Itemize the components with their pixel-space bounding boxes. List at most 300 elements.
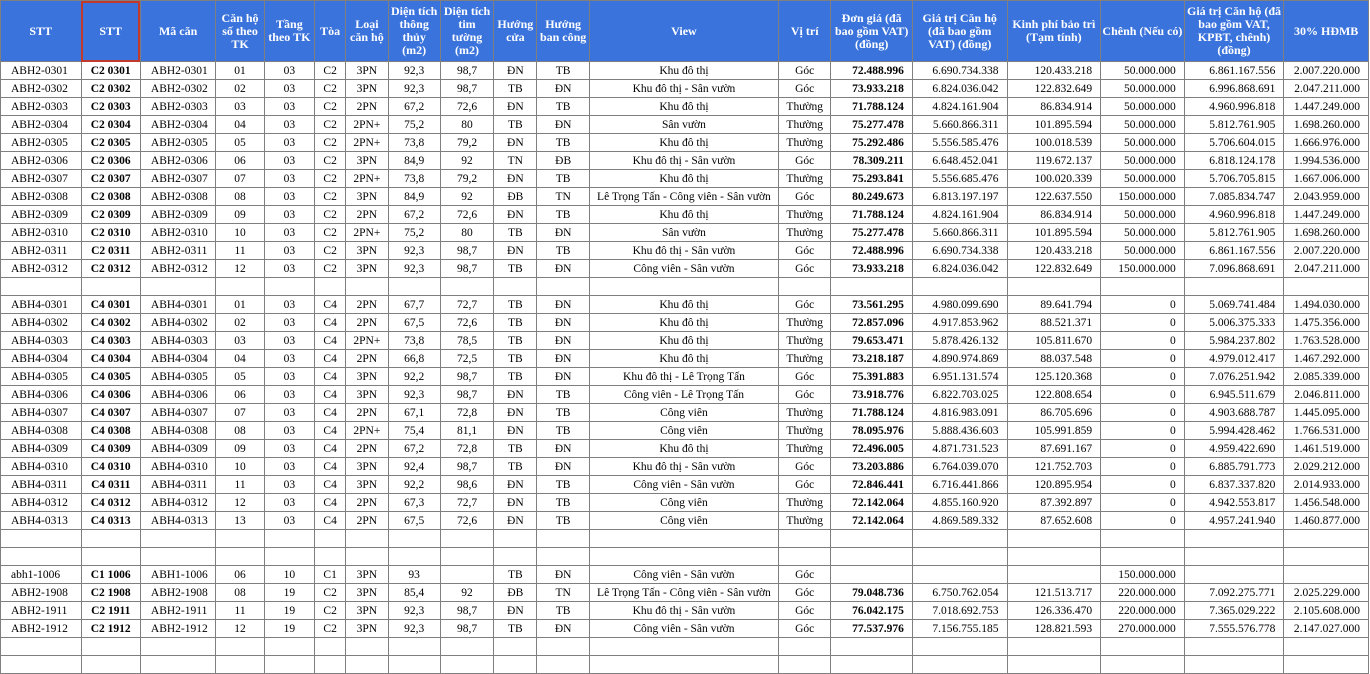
empty-cell[interactable] bbox=[912, 548, 1007, 566]
cell-unit-code[interactable]: ABH2-0307 bbox=[140, 170, 215, 188]
cell-tower[interactable]: C4 bbox=[315, 386, 346, 404]
cell-area-gross[interactable]: 72,8 bbox=[440, 404, 493, 422]
cell-stt-code[interactable]: C2 0306 bbox=[81, 152, 140, 170]
cell-maintenance[interactable]: 88.521.371 bbox=[1007, 314, 1101, 332]
cell-total[interactable]: 6.885.791.773 bbox=[1184, 458, 1284, 476]
header-cell[interactable]: Hướng ban công bbox=[537, 1, 589, 62]
cell-door-dir[interactable]: TB bbox=[494, 620, 537, 638]
cell-type[interactable]: 3PN bbox=[346, 242, 388, 260]
cell-area-net[interactable]: 73,8 bbox=[388, 170, 440, 188]
cell-value[interactable]: 4.869.589.332 bbox=[912, 512, 1007, 530]
cell-door-dir[interactable]: TB bbox=[494, 224, 537, 242]
cell-view[interactable]: Khu đô thị - Sân vườn bbox=[589, 242, 778, 260]
cell-area-net[interactable]: 67,2 bbox=[388, 206, 440, 224]
empty-cell[interactable] bbox=[264, 278, 314, 296]
cell-deposit-30[interactable]: 2.007.220.000 bbox=[1284, 242, 1369, 260]
empty-cell[interactable] bbox=[1007, 530, 1101, 548]
cell-value[interactable]: 6.824.036.042 bbox=[912, 80, 1007, 98]
cell-area-gross[interactable]: 72,7 bbox=[440, 296, 493, 314]
cell-unit-no[interactable]: 03 bbox=[216, 332, 264, 350]
cell-total[interactable]: 4.903.688.787 bbox=[1184, 404, 1284, 422]
cell-floor[interactable]: 03 bbox=[264, 224, 314, 242]
cell-tower[interactable]: C2 bbox=[315, 620, 346, 638]
cell-total[interactable]: 4.957.241.940 bbox=[1184, 512, 1284, 530]
cell-unit-no[interactable]: 11 bbox=[216, 242, 264, 260]
cell-position[interactable]: Góc bbox=[779, 188, 831, 206]
empty-cell[interactable] bbox=[140, 530, 215, 548]
cell-view[interactable]: Công viên bbox=[589, 404, 778, 422]
cell-area-gross[interactable]: 72,6 bbox=[440, 98, 493, 116]
cell-floor[interactable]: 19 bbox=[264, 584, 314, 602]
cell-balcony-dir[interactable]: TB bbox=[537, 206, 589, 224]
empty-cell[interactable] bbox=[1184, 548, 1284, 566]
empty-cell[interactable] bbox=[1284, 656, 1369, 674]
empty-cell[interactable] bbox=[779, 278, 831, 296]
cell-stt[interactable]: ABH2-0309 bbox=[1, 206, 82, 224]
cell-type[interactable]: 3PN bbox=[346, 566, 388, 584]
cell-stt[interactable]: ABH2-0302 bbox=[1, 80, 82, 98]
cell-unit-code[interactable]: ABH1-1006 bbox=[140, 566, 215, 584]
cell-floor[interactable]: 03 bbox=[264, 368, 314, 386]
cell-unit-code[interactable]: ABH2-0304 bbox=[140, 116, 215, 134]
cell-view[interactable]: Công viên bbox=[589, 512, 778, 530]
empty-cell[interactable] bbox=[1101, 530, 1185, 548]
cell-stt[interactable]: ABH4-0306 bbox=[1, 386, 82, 404]
cell-floor[interactable]: 03 bbox=[264, 80, 314, 98]
cell-balcony-dir[interactable]: ĐN bbox=[537, 314, 589, 332]
cell-door-dir[interactable]: ĐB bbox=[494, 584, 537, 602]
cell-type[interactable]: 3PN bbox=[346, 260, 388, 278]
cell-stt-code[interactable]: C4 0301 bbox=[81, 296, 140, 314]
cell-unit-code[interactable]: ABH2-0311 bbox=[140, 242, 215, 260]
cell-unit-no[interactable]: 12 bbox=[216, 494, 264, 512]
cell-maintenance[interactable]: 101.895.594 bbox=[1007, 224, 1101, 242]
cell-area-net[interactable]: 92,2 bbox=[388, 368, 440, 386]
cell-area-gross[interactable]: 98,6 bbox=[440, 476, 493, 494]
empty-cell[interactable] bbox=[140, 656, 215, 674]
cell-unit-price[interactable]: 72.846.441 bbox=[831, 476, 913, 494]
header-cell[interactable]: Giá trị Căn hộ (đã bao gồm VAT, KPBT, chênh) (đồng) bbox=[1184, 1, 1284, 62]
cell-stt[interactable]: ABH4-0307 bbox=[1, 404, 82, 422]
cell-maintenance[interactable]: 86.705.696 bbox=[1007, 404, 1101, 422]
cell-balcony-dir[interactable]: ĐN bbox=[537, 80, 589, 98]
cell-stt-code[interactable]: C2 1908 bbox=[81, 584, 140, 602]
cell-value[interactable]: 6.951.131.574 bbox=[912, 368, 1007, 386]
cell-total[interactable]: 5.006.375.333 bbox=[1184, 314, 1284, 332]
cell-unit-no[interactable]: 01 bbox=[216, 296, 264, 314]
cell-value[interactable] bbox=[912, 566, 1007, 584]
empty-cell[interactable] bbox=[912, 278, 1007, 296]
cell-unit-code[interactable]: ABH2-1911 bbox=[140, 602, 215, 620]
cell-stt-code[interactable]: C4 0309 bbox=[81, 440, 140, 458]
cell-value[interactable]: 6.750.762.054 bbox=[912, 584, 1007, 602]
cell-premium[interactable]: 0 bbox=[1101, 512, 1185, 530]
cell-stt-code[interactable]: C2 0308 bbox=[81, 188, 140, 206]
cell-stt-code[interactable]: C2 1912 bbox=[81, 620, 140, 638]
cell-unit-code[interactable]: ABH4-0309 bbox=[140, 440, 215, 458]
cell-stt[interactable]: ABH2-0303 bbox=[1, 98, 82, 116]
cell-view[interactable]: Khu đô thị bbox=[589, 332, 778, 350]
cell-total[interactable]: 6.861.167.556 bbox=[1184, 242, 1284, 260]
cell-value[interactable]: 5.556.685.476 bbox=[912, 170, 1007, 188]
cell-stt-code[interactable]: C4 0311 bbox=[81, 476, 140, 494]
cell-total[interactable]: 7.365.029.222 bbox=[1184, 602, 1284, 620]
cell-value[interactable]: 5.660.866.311 bbox=[912, 116, 1007, 134]
cell-view[interactable]: Khu đô thị bbox=[589, 350, 778, 368]
cell-unit-code[interactable]: ABH4-0304 bbox=[140, 350, 215, 368]
cell-position[interactable]: Thường bbox=[779, 512, 831, 530]
cell-position[interactable]: Góc bbox=[779, 80, 831, 98]
cell-unit-code[interactable]: ABH4-0303 bbox=[140, 332, 215, 350]
cell-door-dir[interactable]: TB bbox=[494, 296, 537, 314]
cell-deposit-30[interactable]: 1.994.536.000 bbox=[1284, 152, 1369, 170]
empty-cell[interactable] bbox=[779, 530, 831, 548]
cell-premium[interactable]: 0 bbox=[1101, 368, 1185, 386]
cell-floor[interactable]: 03 bbox=[264, 296, 314, 314]
cell-premium[interactable]: 0 bbox=[1101, 476, 1185, 494]
cell-maintenance[interactable]: 105.991.859 bbox=[1007, 422, 1101, 440]
cell-premium[interactable]: 220.000.000 bbox=[1101, 584, 1185, 602]
cell-unit-no[interactable]: 10 bbox=[216, 458, 264, 476]
empty-cell[interactable] bbox=[537, 278, 589, 296]
header-cell[interactable]: Đơn giá (đã bao gồm VAT) (đồng) bbox=[831, 1, 913, 62]
cell-tower[interactable]: C4 bbox=[315, 422, 346, 440]
cell-premium[interactable]: 50.000.000 bbox=[1101, 62, 1185, 80]
empty-cell[interactable] bbox=[494, 548, 537, 566]
cell-value[interactable]: 6.690.734.338 bbox=[912, 62, 1007, 80]
cell-area-gross[interactable]: 80 bbox=[440, 116, 493, 134]
cell-maintenance[interactable]: 122.808.654 bbox=[1007, 386, 1101, 404]
empty-cell[interactable] bbox=[81, 638, 140, 656]
cell-premium[interactable]: 50.000.000 bbox=[1101, 116, 1185, 134]
cell-stt-code[interactable]: C2 0301 bbox=[81, 62, 140, 80]
cell-stt[interactable]: ABH4-0313 bbox=[1, 512, 82, 530]
cell-position[interactable]: Thường bbox=[779, 494, 831, 512]
cell-area-gross[interactable]: 98,7 bbox=[440, 602, 493, 620]
cell-unit-no[interactable]: 08 bbox=[216, 422, 264, 440]
cell-floor[interactable]: 19 bbox=[264, 602, 314, 620]
cell-balcony-dir[interactable]: ĐN bbox=[537, 368, 589, 386]
empty-cell[interactable] bbox=[589, 656, 778, 674]
cell-stt[interactable]: ABH2-0311 bbox=[1, 242, 82, 260]
cell-stt[interactable]: ABH2-0305 bbox=[1, 134, 82, 152]
cell-floor[interactable]: 03 bbox=[264, 494, 314, 512]
cell-stt-code[interactable]: C1 1006 bbox=[81, 566, 140, 584]
cell-door-dir[interactable]: ĐN bbox=[494, 422, 537, 440]
cell-total[interactable]: 5.984.237.802 bbox=[1184, 332, 1284, 350]
empty-cell[interactable] bbox=[589, 278, 778, 296]
cell-door-dir[interactable]: ĐN bbox=[494, 206, 537, 224]
empty-cell[interactable] bbox=[315, 530, 346, 548]
cell-area-net[interactable]: 84,9 bbox=[388, 152, 440, 170]
cell-value[interactable]: 6.716.441.866 bbox=[912, 476, 1007, 494]
cell-tower[interactable]: C4 bbox=[315, 404, 346, 422]
cell-tower[interactable]: C4 bbox=[315, 512, 346, 530]
cell-balcony-dir[interactable]: ĐN bbox=[537, 116, 589, 134]
cell-balcony-dir[interactable]: TB bbox=[537, 170, 589, 188]
cell-floor[interactable]: 10 bbox=[264, 566, 314, 584]
cell-stt-code[interactable]: C2 0303 bbox=[81, 98, 140, 116]
cell-stt[interactable]: ABH2-0307 bbox=[1, 170, 82, 188]
cell-unit-code[interactable]: ABH2-0310 bbox=[140, 224, 215, 242]
empty-cell[interactable] bbox=[388, 656, 440, 674]
header-cell[interactable]: Kinh phí bảo trì (Tạm tính) bbox=[1007, 1, 1101, 62]
cell-deposit-30[interactable]: 2.007.220.000 bbox=[1284, 62, 1369, 80]
cell-position[interactable]: Thường bbox=[779, 350, 831, 368]
cell-maintenance[interactable]: 101.895.594 bbox=[1007, 116, 1101, 134]
cell-stt-code[interactable]: C4 0312 bbox=[81, 494, 140, 512]
cell-unit-price[interactable]: 72.142.064 bbox=[831, 494, 913, 512]
empty-cell[interactable] bbox=[537, 548, 589, 566]
empty-cell[interactable] bbox=[1, 548, 82, 566]
empty-cell[interactable] bbox=[388, 638, 440, 656]
header-cell[interactable]: Tầng theo TK bbox=[264, 1, 314, 62]
cell-floor[interactable]: 03 bbox=[264, 314, 314, 332]
cell-door-dir[interactable]: ĐN bbox=[494, 242, 537, 260]
cell-stt[interactable]: ABH4-0302 bbox=[1, 314, 82, 332]
cell-stt[interactable]: ABH4-0304 bbox=[1, 350, 82, 368]
cell-balcony-dir[interactable]: ĐB bbox=[537, 152, 589, 170]
header-cell[interactable]: Mã căn bbox=[140, 1, 215, 62]
cell-door-dir[interactable]: TB bbox=[494, 566, 537, 584]
cell-unit-code[interactable]: ABH2-0312 bbox=[140, 260, 215, 278]
cell-unit-no[interactable]: 05 bbox=[216, 134, 264, 152]
empty-cell[interactable] bbox=[140, 548, 215, 566]
cell-area-net[interactable]: 92,3 bbox=[388, 260, 440, 278]
cell-deposit-30[interactable]: 2.014.933.000 bbox=[1284, 476, 1369, 494]
cell-type[interactable]: 2PN bbox=[346, 206, 388, 224]
cell-value[interactable]: 5.888.436.603 bbox=[912, 422, 1007, 440]
cell-maintenance[interactable]: 100.018.539 bbox=[1007, 134, 1101, 152]
cell-tower[interactable]: C2 bbox=[315, 188, 346, 206]
cell-view[interactable]: Công viên - Sân vườn bbox=[589, 620, 778, 638]
empty-cell[interactable] bbox=[1101, 548, 1185, 566]
cell-view[interactable]: Khu đô thị bbox=[589, 206, 778, 224]
cell-value[interactable]: 5.878.426.132 bbox=[912, 332, 1007, 350]
cell-area-net[interactable]: 67,2 bbox=[388, 440, 440, 458]
cell-unit-price[interactable]: 71.788.124 bbox=[831, 404, 913, 422]
cell-area-gross[interactable]: 98,7 bbox=[440, 458, 493, 476]
cell-total[interactable]: 5.069.741.484 bbox=[1184, 296, 1284, 314]
cell-area-gross[interactable]: 81,1 bbox=[440, 422, 493, 440]
cell-unit-price[interactable]: 75.292.486 bbox=[831, 134, 913, 152]
cell-balcony-dir[interactable]: ĐN bbox=[537, 350, 589, 368]
cell-door-dir[interactable]: ĐN bbox=[494, 602, 537, 620]
cell-total[interactable]: 7.085.834.747 bbox=[1184, 188, 1284, 206]
cell-tower[interactable]: C4 bbox=[315, 440, 346, 458]
cell-position[interactable]: Thường bbox=[779, 332, 831, 350]
cell-maintenance[interactable]: 120.433.218 bbox=[1007, 242, 1101, 260]
cell-type[interactable]: 3PN bbox=[346, 152, 388, 170]
cell-balcony-dir[interactable]: TN bbox=[537, 584, 589, 602]
cell-maintenance[interactable]: 120.895.954 bbox=[1007, 476, 1101, 494]
cell-stt[interactable]: ABH4-0303 bbox=[1, 332, 82, 350]
cell-floor[interactable]: 03 bbox=[264, 440, 314, 458]
cell-maintenance[interactable]: 119.672.137 bbox=[1007, 152, 1101, 170]
cell-area-net[interactable]: 92,2 bbox=[388, 476, 440, 494]
empty-cell[interactable] bbox=[264, 638, 314, 656]
cell-balcony-dir[interactable]: TB bbox=[537, 422, 589, 440]
cell-total[interactable]: 7.096.868.691 bbox=[1184, 260, 1284, 278]
empty-cell[interactable] bbox=[537, 656, 589, 674]
cell-stt-code[interactable]: C4 0308 bbox=[81, 422, 140, 440]
cell-unit-price[interactable]: 75.391.883 bbox=[831, 368, 913, 386]
cell-deposit-30[interactable]: 1.666.976.000 bbox=[1284, 134, 1369, 152]
empty-cell[interactable] bbox=[315, 278, 346, 296]
cell-unit-code[interactable]: ABH2-0306 bbox=[140, 152, 215, 170]
cell-unit-price[interactable]: 73.918.776 bbox=[831, 386, 913, 404]
cell-floor[interactable]: 03 bbox=[264, 188, 314, 206]
empty-cell[interactable] bbox=[1007, 656, 1101, 674]
cell-deposit-30[interactable]: 2.025.229.000 bbox=[1284, 584, 1369, 602]
cell-view[interactable]: Công viên - Lê Trọng Tấn bbox=[589, 386, 778, 404]
cell-deposit-30[interactable]: 1.494.030.000 bbox=[1284, 296, 1369, 314]
cell-total[interactable]: 7.076.251.942 bbox=[1184, 368, 1284, 386]
empty-cell[interactable] bbox=[1007, 638, 1101, 656]
empty-cell[interactable] bbox=[81, 278, 140, 296]
cell-maintenance[interactable]: 120.433.218 bbox=[1007, 62, 1101, 80]
cell-value[interactable]: 6.824.036.042 bbox=[912, 260, 1007, 278]
cell-view[interactable]: Khu đô thị bbox=[589, 62, 778, 80]
cell-view[interactable]: Khu đô thị bbox=[589, 440, 778, 458]
cell-area-gross[interactable]: 92 bbox=[440, 152, 493, 170]
cell-unit-no[interactable]: 12 bbox=[216, 260, 264, 278]
cell-balcony-dir[interactable]: ĐN bbox=[537, 458, 589, 476]
cell-area-net[interactable]: 92,4 bbox=[388, 458, 440, 476]
cell-view[interactable]: Khu đô thị bbox=[589, 134, 778, 152]
cell-stt[interactable]: ABH2-0310 bbox=[1, 224, 82, 242]
cell-balcony-dir[interactable]: TB bbox=[537, 242, 589, 260]
cell-premium[interactable]: 150.000.000 bbox=[1101, 566, 1185, 584]
cell-stt-code[interactable]: C4 0303 bbox=[81, 332, 140, 350]
cell-balcony-dir[interactable]: TB bbox=[537, 386, 589, 404]
cell-type[interactable]: 2PN bbox=[346, 404, 388, 422]
empty-cell[interactable] bbox=[388, 548, 440, 566]
cell-view[interactable]: Công viên - Sân vườn bbox=[589, 566, 778, 584]
cell-view[interactable]: Khu đô thị - Sân vườn bbox=[589, 602, 778, 620]
cell-unit-no[interactable]: 06 bbox=[216, 152, 264, 170]
empty-cell[interactable] bbox=[81, 530, 140, 548]
cell-deposit-30[interactable] bbox=[1284, 566, 1369, 584]
cell-area-gross[interactable] bbox=[440, 566, 493, 584]
cell-unit-price[interactable]: 72.142.064 bbox=[831, 512, 913, 530]
cell-unit-no[interactable]: 06 bbox=[216, 566, 264, 584]
cell-type[interactable]: 2PN+ bbox=[346, 116, 388, 134]
cell-value[interactable]: 4.855.160.920 bbox=[912, 494, 1007, 512]
cell-deposit-30[interactable]: 2.085.339.000 bbox=[1284, 368, 1369, 386]
cell-view[interactable]: Lê Trọng Tấn - Công viên - Sân vườn bbox=[589, 188, 778, 206]
header-cell[interactable]: Loại căn hộ bbox=[346, 1, 388, 62]
cell-unit-price[interactable]: 75.277.478 bbox=[831, 224, 913, 242]
cell-type[interactable]: 2PN bbox=[346, 494, 388, 512]
cell-unit-no[interactable]: 08 bbox=[216, 584, 264, 602]
cell-stt[interactable]: ABH2-0306 bbox=[1, 152, 82, 170]
cell-door-dir[interactable]: ĐN bbox=[494, 134, 537, 152]
cell-type[interactable]: 3PN bbox=[346, 620, 388, 638]
cell-stt[interactable]: ABH4-0310 bbox=[1, 458, 82, 476]
cell-type[interactable]: 3PN bbox=[346, 368, 388, 386]
cell-area-net[interactable]: 92,3 bbox=[388, 62, 440, 80]
cell-stt[interactable]: ABH4-0308 bbox=[1, 422, 82, 440]
cell-maintenance[interactable]: 89.641.794 bbox=[1007, 296, 1101, 314]
cell-unit-price[interactable]: 73.561.295 bbox=[831, 296, 913, 314]
cell-floor[interactable]: 03 bbox=[264, 458, 314, 476]
cell-door-dir[interactable]: ĐN bbox=[494, 170, 537, 188]
cell-unit-price[interactable]: 78.309.211 bbox=[831, 152, 913, 170]
cell-unit-no[interactable]: 05 bbox=[216, 368, 264, 386]
empty-cell[interactable] bbox=[912, 656, 1007, 674]
cell-floor[interactable]: 03 bbox=[264, 170, 314, 188]
cell-tower[interactable]: C2 bbox=[315, 206, 346, 224]
cell-maintenance[interactable]: 86.834.914 bbox=[1007, 206, 1101, 224]
cell-unit-code[interactable]: ABH2-0308 bbox=[140, 188, 215, 206]
cell-type[interactable]: 3PN bbox=[346, 584, 388, 602]
cell-deposit-30[interactable]: 1.467.292.000 bbox=[1284, 350, 1369, 368]
cell-unit-price[interactable]: 72.488.996 bbox=[831, 242, 913, 260]
cell-total[interactable]: 4.960.996.818 bbox=[1184, 206, 1284, 224]
cell-view[interactable]: Khu đô thị bbox=[589, 296, 778, 314]
cell-premium[interactable]: 150.000.000 bbox=[1101, 260, 1185, 278]
empty-cell[interactable] bbox=[1007, 548, 1101, 566]
cell-total[interactable]: 7.555.576.778 bbox=[1184, 620, 1284, 638]
empty-cell[interactable] bbox=[1, 656, 82, 674]
empty-cell[interactable] bbox=[494, 278, 537, 296]
empty-cell[interactable] bbox=[494, 530, 537, 548]
cell-premium[interactable]: 150.000.000 bbox=[1101, 188, 1185, 206]
cell-value[interactable]: 7.156.755.185 bbox=[912, 620, 1007, 638]
cell-value[interactable]: 6.764.039.070 bbox=[912, 458, 1007, 476]
cell-deposit-30[interactable]: 1.667.006.000 bbox=[1284, 170, 1369, 188]
empty-cell[interactable] bbox=[1284, 548, 1369, 566]
cell-unit-code[interactable]: ABH2-0301 bbox=[140, 62, 215, 80]
cell-stt-code[interactable]: C2 0304 bbox=[81, 116, 140, 134]
cell-door-dir[interactable]: TN bbox=[494, 152, 537, 170]
cell-value[interactable]: 5.660.866.311 bbox=[912, 224, 1007, 242]
cell-stt-code[interactable]: C2 0305 bbox=[81, 134, 140, 152]
cell-value[interactable]: 4.824.161.904 bbox=[912, 206, 1007, 224]
cell-deposit-30[interactable]: 1.698.260.000 bbox=[1284, 224, 1369, 242]
cell-position[interactable]: Góc bbox=[779, 566, 831, 584]
cell-unit-no[interactable]: 01 bbox=[216, 62, 264, 80]
cell-area-net[interactable]: 93 bbox=[388, 566, 440, 584]
cell-door-dir[interactable]: ĐN bbox=[494, 386, 537, 404]
cell-type[interactable]: 3PN bbox=[346, 602, 388, 620]
empty-cell[interactable] bbox=[388, 278, 440, 296]
cell-total[interactable]: 6.945.511.679 bbox=[1184, 386, 1284, 404]
cell-balcony-dir[interactable]: ĐN bbox=[537, 566, 589, 584]
header-cell[interactable]: Vị trí bbox=[779, 1, 831, 62]
cell-area-gross[interactable]: 79,2 bbox=[440, 170, 493, 188]
cell-area-net[interactable]: 75,2 bbox=[388, 224, 440, 242]
cell-door-dir[interactable]: TB bbox=[494, 458, 537, 476]
cell-total[interactable]: 4.960.996.818 bbox=[1184, 98, 1284, 116]
empty-cell[interactable] bbox=[81, 656, 140, 674]
cell-type[interactable]: 2PN bbox=[346, 296, 388, 314]
cell-deposit-30[interactable]: 2.029.212.000 bbox=[1284, 458, 1369, 476]
cell-unit-no[interactable]: 13 bbox=[216, 512, 264, 530]
cell-maintenance[interactable]: 121.752.703 bbox=[1007, 458, 1101, 476]
cell-floor[interactable]: 03 bbox=[264, 476, 314, 494]
cell-area-net[interactable]: 75,2 bbox=[388, 116, 440, 134]
empty-cell[interactable] bbox=[831, 548, 913, 566]
cell-deposit-30[interactable]: 1.763.528.000 bbox=[1284, 332, 1369, 350]
cell-area-net[interactable]: 67,3 bbox=[388, 494, 440, 512]
cell-balcony-dir[interactable]: ĐN bbox=[537, 620, 589, 638]
cell-area-gross[interactable]: 92 bbox=[440, 188, 493, 206]
cell-unit-price[interactable]: 78.095.976 bbox=[831, 422, 913, 440]
cell-stt-code[interactable]: C2 0310 bbox=[81, 224, 140, 242]
cell-value[interactable]: 7.018.692.753 bbox=[912, 602, 1007, 620]
